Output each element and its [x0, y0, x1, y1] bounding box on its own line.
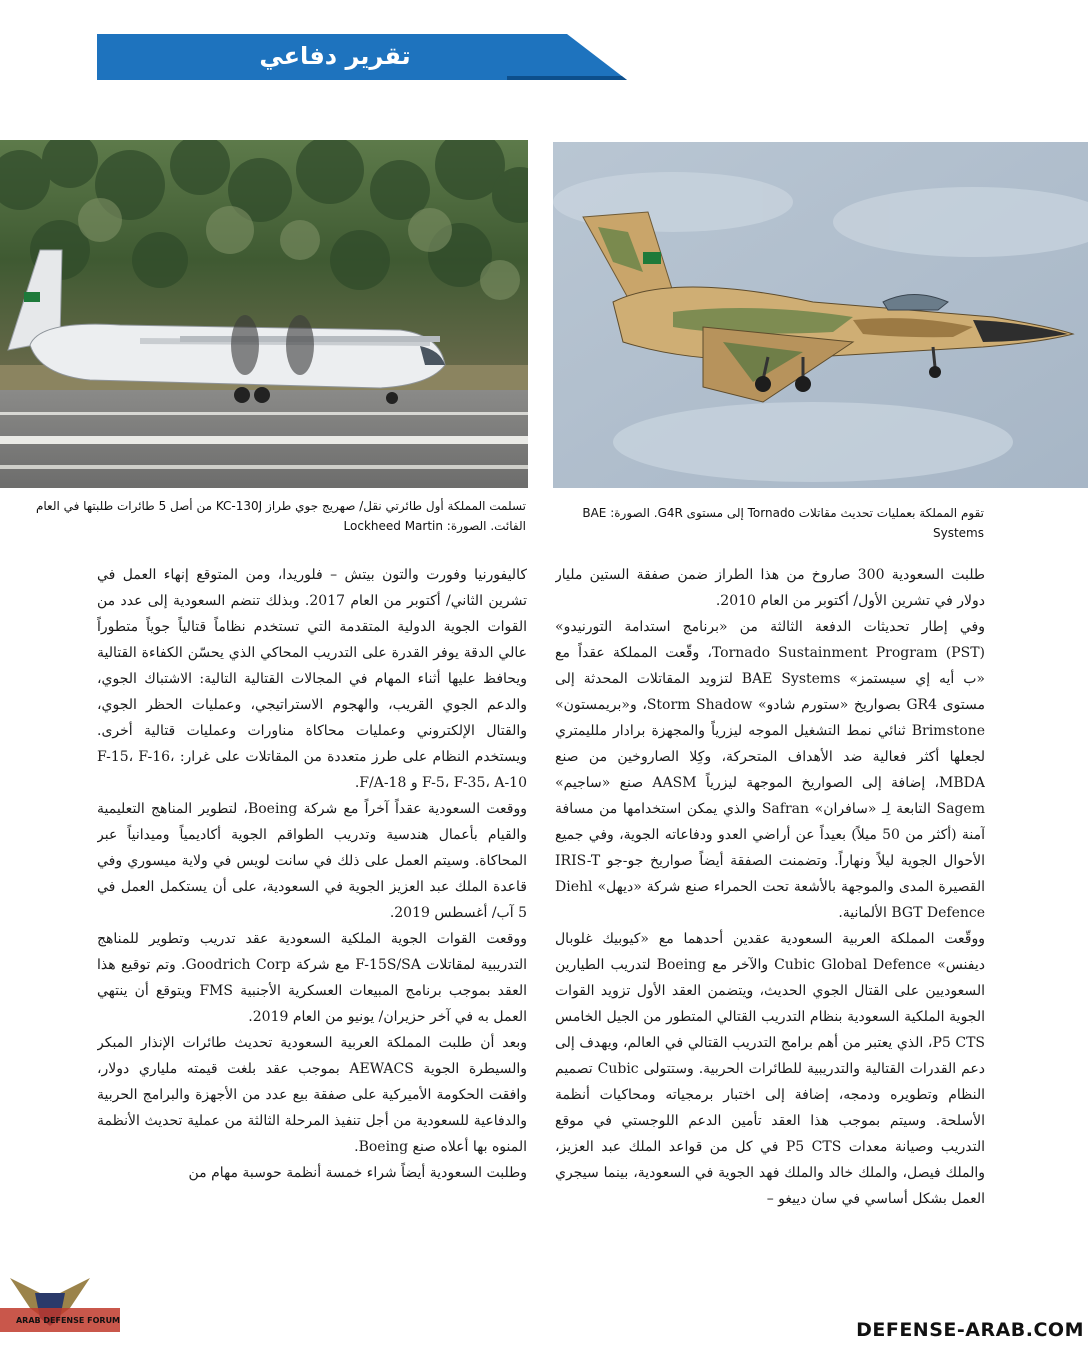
caption-kc130j: تسلمت المملكة أول طائرتي نقل/ صهريج جوي طراز KC-130J من أصل 5 طائرات طلبتها في العام الفائت. الصورة: Lockheed Martin: [35, 499, 526, 533]
kc130j-photo: [0, 140, 528, 488]
paragraph: ووقّعت المملكة العربية السعودية عقدين أحدهما مع «كيوبيك غلوبال ديفنس» Cubic Global Defence والآخر مع Boeing لتدريب الطيارين السعوديين على القتال الجوي الحديث، ويتضمن العقد الأول تزويد القوات الجوية الملكية السعودية بنظام التدريب القتالي المتطور من الجيل الخامس P5 CTS، الذي يعتبر من أهم برامج التدريب القتالي في العالم، ويهدف إلى دعم القدرات القتالية والتدريبية للطائرات الحربية. وستتولى Cubic تصميم النظام وتطويره ودمجه، إضافة إلى اختبار برمجياته ومحاكيات أنظمة الأسلحة. وسيتم بموجب هذا العقد تأمين الدعم اللوجستي في موقع التدريب وصيانة معدات P5 CTS في كل من قواعد الملك عبد العزيز، والملك فيصل، والملك خالد والملك فهد الجوية في السعودية، بينما سيجري العمل بشكل أساسي في سان دييغو –: [555, 931, 985, 1207]
section-title: تقرير دفاعي: [259, 42, 411, 70]
caption-tornado: تقوم المملكة بعمليات تحديث مقاتلات Tornado إلى مستوى G4R. الصورة: BAE Systems: [582, 506, 984, 540]
article-column-left: [97, 562, 527, 1312]
paragraph: وطلبت السعودية أيضاً شراء خمسة أنظمة حوسبة مهام من: [188, 1165, 527, 1181]
forum-logo-text: ARAB DEFENSE FORUM: [15, 1316, 121, 1325]
tornado-photo: [553, 142, 1088, 488]
paragraph: ووقعت القوات الجوية الملكية السعودية عقد تدريب وتطوير للمناهج التدريبية لمقاتلات F-15S/SA مع شركة Goodrich Corp. وتم توقيع هذا العقد بموجب برنامج المبيعات العسكرية الأجنبية FMS ويتوقع أن ينتهي العمل به في آخر حزيران/ يونيو من العام 2019.: [97, 931, 527, 1025]
paragraph: كاليفورنيا وفورت والتون بيتش – فلوريدا، ومن المتوقع إنهاء العمل في تشرين الثاني/ أكتوبر من العام 2017. وبذلك تنضم السعودية إلى عدد من القوات الجوية الدولية المتقدمة التي تستخدم نظاماً قتالياً جوياً متطوراً عالي الدقة يوفر القدرة على التدريب المحاكي الذي يحسّن الكفاءة القتالية ويحافظ عليها أثناء المهام في المجالات القتالية التالية: الاشتباك الجوي، والدعم الجوي القريب، والهجوم الاستراتيجي، وعمليات الحظر الجوي، والقتال الإلكتروني وعمليات محاكاة مناورات وعمليات قتالية أخرى. ويستخدم النظام على طرز متعددة من المقاتلات على غرار: F-15، F-16، F-5، F-35، A-10 و F/A-18.: [97, 567, 527, 791]
paragraph: وبعد أن طلبت المملكة العربية السعودية تحديث طائرات الإنذار المبكر والسيطرة الجوية AEWACS بموجب عقد بلغت قيمته ملياري دولار، وافقت الحكومة الأميركية على صفقة بيع عدد من الأجهزة والبرامج الحربية والدفاعية للسعودية من أجل تنفيذ المرحلة الثالثة من عملية تحديث الأنظمة المنوه بها أعلاه صنع Boeing.: [97, 1035, 527, 1155]
paragraph: وفي إطار تحديثات الدفعة الثالثة من «برنامج استدامة التورنيدو» Tornado Sustainment Program (PST)، وقّعت المملكة عقداً مع «ب أيه إي سيستمز» BAE Systems لتزويد المقاتلات المحدثة إلى مستوى GR4 بصواريخ «ستورم شادو» Storm Shadow، و«بريمستون» Brimstone ثنائي نمط التشغيل الموجه ليزرياً والمجهزة برادار ملليمتري لجعلها أكثر فعالية ضد الأهداف المتحركة، وكِلا الصاروخين من صنع MBDA، إضافة إلى الصواريخ الموجهة ليزرياً AASM صنع «ساجيم» Sagem التابعة لِـ «سافران» Safran والذي يمكن استخدامها من مسافة آمنة (أكثر من 50 ميلاً) بعيداً عن أراضي العدو ودفاعاته الجوية، وفي جميع الأحوال الجوية ليلاً ونهاراً. وتضمنت الصفقة أيضاً صواريخ جو-جو IRIS-T القصيرة المدى والموجهة بالأشعة تحت الحمراء صنع شركة «ديهل» Diehl BGT Defence الألمانية.: [555, 619, 985, 921]
footer-site-url[interactable]: DEFENSE-ARAB.COM: [856, 1319, 1084, 1341]
article-column-right: [555, 562, 985, 1312]
paragraph: ووقعت السعودية عقداً آخراً مع شركة Boeing، لتطوير المناهج التعليمية والقيام بأعمال هندسية وتدريب الطواقم الجوية أكاديمياً وميدانياً عبر المحاكاة. وسيتم العمل على ذلك في سانت لويس في ولاية ميسوري وفي قاعدة الملك عبد العزيز الجوية في السعودية، على أن يستكمل العمل في 5 آب/ أغسطس 2019.: [97, 801, 527, 921]
forum-logo-icon: [0, 1268, 120, 1347]
paragraph: طلبت السعودية 300 صاروخ من هذا الطراز ضمن صفقة الستين مليار دولار في تشرين الأول/ أكتوبر من العام 2010.: [555, 567, 985, 609]
